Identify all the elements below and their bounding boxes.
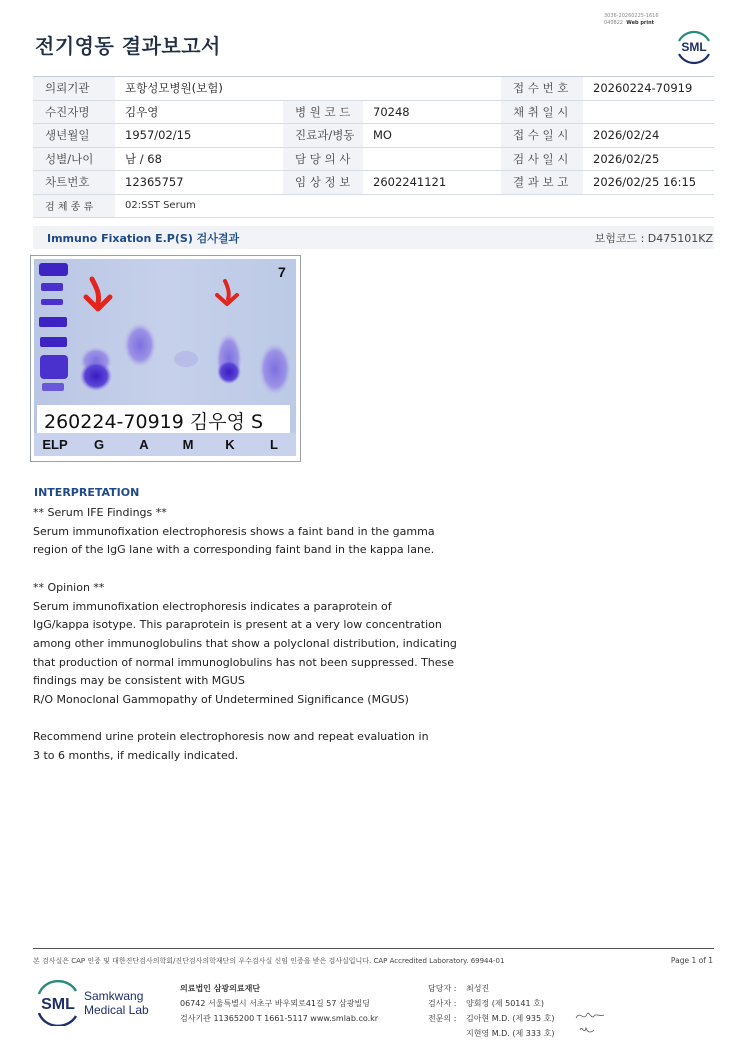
kappa-lane bbox=[216, 333, 242, 385]
doc-code-line: 3036-20260225-1616 bbox=[604, 13, 659, 19]
opinion-line: findings may be consistent with MGUS bbox=[33, 674, 245, 688]
staff-value: 양회정 (제 50141 호) bbox=[466, 999, 544, 1008]
report-date-value: 2026/02/25 16:15 bbox=[583, 171, 714, 195]
collect-date-label: 채 취 일 시 bbox=[501, 100, 583, 124]
result-section-title: Immuno Fixation E.P(S) 검사결과 bbox=[47, 232, 240, 245]
requester-label: 의뢰기관 bbox=[33, 77, 115, 101]
findings-heading: ** Serum IFE Findings ** bbox=[33, 506, 167, 519]
foundation-name: 의료법인 삼광의료재단 bbox=[180, 984, 261, 993]
chart-no-value: 12365757 bbox=[115, 171, 283, 195]
receipt-date-value: 2026/02/24 bbox=[583, 124, 714, 148]
sml-company-logo-icon bbox=[36, 980, 161, 1026]
lane-label-k: K bbox=[225, 437, 235, 452]
opinion-line: Serum immunofixation electrophoresis indicates a paraprotein of bbox=[33, 599, 392, 613]
chart-no-label: 차트번호 bbox=[33, 171, 115, 195]
interpretation-body bbox=[33, 504, 483, 766]
table-row bbox=[33, 147, 714, 171]
hospital-code-value: 70248 bbox=[363, 100, 501, 124]
opinion-line: IgG/kappa isotype. This paraprotein is present at a very low concentration bbox=[33, 618, 442, 632]
lane-label-l: L bbox=[270, 437, 278, 452]
staff-label: 검사자 : bbox=[428, 999, 457, 1008]
staff-label: 전문의 : bbox=[428, 1014, 457, 1023]
receipt-date-label: 접 수 일 시 bbox=[501, 124, 583, 148]
collect-date-value bbox=[583, 100, 714, 124]
opinion-line: R/O Monoclonal Gammopathy of Undetermined Significance (MGUS) bbox=[33, 693, 409, 707]
sex-age-value: 남 / 68 bbox=[115, 147, 283, 171]
hospital-code-label: 병 원 코 드 bbox=[283, 100, 363, 124]
patient-info-table bbox=[33, 76, 714, 218]
sex-age-label: 성별/나이 bbox=[33, 147, 115, 171]
lambda-lane bbox=[259, 343, 291, 395]
plate-number: 7 bbox=[278, 264, 286, 280]
staff-info bbox=[428, 981, 554, 1041]
staff-value: 최성진 bbox=[466, 984, 490, 993]
receipt-no-label: 접 수 번 호 bbox=[501, 77, 583, 101]
doc-code-line: 040822 bbox=[604, 20, 624, 26]
findings-line: region of the IgG lane with a corresponding faint band in the kappa lane. bbox=[33, 543, 435, 557]
patient-value: 김우영 bbox=[115, 100, 283, 124]
table-row bbox=[33, 194, 714, 218]
report-date-label: 결 과 보 고 bbox=[501, 171, 583, 195]
certification-note: 본 검사실은 CAP 인증 및 대한진단검사의학회/진단검사의학재단의 우수검사실 신임 인증을 받은 검사실입니다. CAP Accredited Laboratory. 69944-01 bbox=[33, 957, 505, 965]
document-code bbox=[604, 13, 659, 27]
test-date-value: 2026/02/25 bbox=[583, 147, 714, 171]
sample-label: 260224-70919 김우영 S bbox=[44, 411, 264, 433]
recommendation-line: Recommend urine protein electrophoresis now and repeat evaluation in bbox=[33, 730, 429, 744]
doctor-label: 담 당 의 사 bbox=[283, 147, 363, 171]
sml-logo-icon bbox=[673, 26, 715, 68]
lane-label-m: M bbox=[182, 437, 194, 452]
opinion-line: among other immunoglobulins that show a polyclonal distribution, indicating bbox=[33, 636, 457, 650]
insurance-code: 보험코드 : D475101KZ bbox=[594, 232, 713, 245]
patient-label: 수진자명 bbox=[33, 100, 115, 124]
svg-text:SML: SML bbox=[681, 40, 707, 54]
svg-text:SML: SML bbox=[41, 996, 75, 1013]
dept-value: MO bbox=[363, 124, 501, 148]
signature-icon bbox=[572, 1008, 608, 1040]
table-row bbox=[33, 77, 714, 101]
dob-value: 1957/02/15 bbox=[115, 124, 283, 148]
foundation-contact: 검사기관 11365200 T 1661-5117 www.smlab.co.kr bbox=[180, 1014, 379, 1023]
table-row bbox=[33, 124, 714, 148]
requester-value: 포항성모병원(보험) bbox=[115, 77, 501, 101]
immunofixation-gel-image bbox=[34, 259, 296, 456]
staff-label: 담당자 : bbox=[428, 984, 457, 993]
igg-lane bbox=[80, 347, 112, 391]
receipt-no-value: 20260224-70919 bbox=[583, 77, 714, 101]
doctor-value bbox=[363, 147, 501, 171]
dept-label: 진료과/병동 bbox=[283, 124, 363, 148]
interpretation-title: INTERPRETATION bbox=[34, 486, 140, 499]
page-number: Page 1 of 1 bbox=[670, 956, 713, 965]
igm-lane bbox=[174, 351, 198, 367]
foundation-info bbox=[180, 981, 378, 1026]
test-date-label: 검 사 일 시 bbox=[501, 147, 583, 171]
opinion-heading: ** Opinion ** bbox=[33, 580, 105, 594]
findings-line: Serum immunofixation electrophoresis shows a faint band in the gamma bbox=[33, 524, 435, 538]
lane-label-elp: ELP bbox=[42, 437, 68, 452]
svg-text:Medical Lab: Medical Lab bbox=[84, 1003, 149, 1017]
iga-lane bbox=[124, 323, 156, 367]
page-title: 전기영동 결과보고서 bbox=[35, 34, 221, 58]
lane-label-a: A bbox=[139, 437, 149, 452]
opinion-line: that production of normal immunoglobulins has not been suppressed. These bbox=[33, 655, 455, 669]
specimen-label: 검 체 종 류 bbox=[33, 194, 115, 218]
lane-label-g: G bbox=[93, 437, 105, 452]
dob-label: 생년월일 bbox=[33, 124, 115, 148]
table-row bbox=[33, 171, 714, 195]
recommendation-line: 3 to 6 months, if medically indicated. bbox=[33, 749, 239, 763]
staff-value: 지현영 M.D. (제 333 호) bbox=[466, 1029, 555, 1038]
specimen-value: 02:SST Serum bbox=[115, 194, 714, 218]
foundation-address: 06742 서울특별시 서초구 바우뫼로41길 57 삼광빌딩 bbox=[180, 999, 370, 1008]
footer-divider bbox=[33, 948, 714, 949]
svg-text:Samkwang: Samkwang bbox=[84, 989, 144, 1003]
clinical-label: 임 상 정 보 bbox=[283, 171, 363, 195]
clinical-value: 2602241121 bbox=[363, 171, 501, 195]
staff-value: 김아현 M.D. (제 935 호) bbox=[466, 1014, 555, 1023]
print-label: Web print bbox=[626, 20, 655, 26]
table-row bbox=[33, 100, 714, 124]
